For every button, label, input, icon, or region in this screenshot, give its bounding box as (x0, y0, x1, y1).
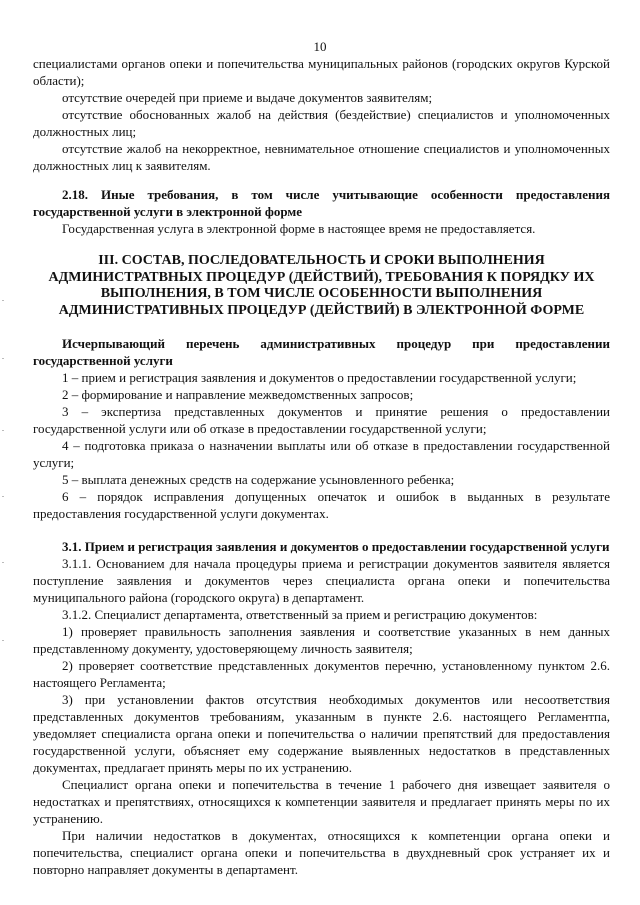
page-number: 10 (313, 39, 327, 54)
paragraph: 3 – экспертиза представленных документов и принятие решения о предоставлении государственной услуги или об отказе в предоставлении государственной услуги; (33, 404, 610, 436)
paragraph: 3.1.2. Специалист департамента, ответственный за прием и регистрацию документов: (62, 607, 538, 622)
section-heading: Исчерпывающий перечень административных процедур при предоставлении государственной услуги (33, 336, 610, 368)
paragraph: отсутствие жалоб на некорректное, невнимательное отношение специалистов и уполномоченных должностных лиц к заявителям. (33, 141, 610, 173)
paragraph: специалистами органов опеки и попечительства муниципальных районов (городских округов Курской области); (33, 56, 610, 88)
paragraph: 4 – подготовка приказа о назначении выплаты или об отказе в предоставлении государственной услуги; (33, 438, 610, 470)
section-heading: 2.18. Иные требования, в том числе учитывающие особенности предоставления государственной услуги в электронной форме (33, 187, 610, 219)
paragraph: 1 – прием и регистрация заявления и документов о предоставлении государственной услуги; (62, 370, 577, 385)
chapter-heading: III. СОСТАВ, ПОСЛЕДОВАТЕЛЬНОСТЬ И СРОКИ ВЫПОЛНЕНИЯ АДМИНИСТРАТВНЫХ ПРОЦЕДУР (ДЕЙСТВИЙ), ТРЕБОВАНИЯ К ПОРЯДКУ ИХ ВЫПОЛНЕНИЯ, В ТОМ ЧИСЛЕ ОСОБЕННОСТИ ВЫПОЛНЕНИЯ АДМИНИСТРАТИВНЫХ ПРОЦЕДУР (ДЕЙСТВИЙ) В ЭЛЕКТРОННОЙ ФОРМЕ (48, 253, 595, 318)
paragraph-spacer (33, 174, 610, 186)
paragraph: 2) проверяет соответствие представленных документов перечню, установленному пунктом 2.6. настоящего Регламента; (33, 658, 610, 690)
paragraph: 3) при установлении фактов отсутствия необходимых документов или несоответствия представленных документов требованиям, указанным в пункте 2.6. настоящего Регламентпа, уведомляет специалиста органа опеки и попечительства о наличии препятствий для предоставления государственной услуги, объясняет ему содержание выявленных недостатков в представленных документах, предлагает принять меры по их устранению. (33, 692, 610, 775)
paragraph: 3.1.1. Основанием для начала процедуры приема и регистрации документов заявителя является поступление заявления и документов через специалиста органа опеки и попечительства муниципального района (городского округа) в департамент. (33, 556, 610, 605)
paragraph: 2 – формирование и направление межведомственных запросов; (62, 387, 414, 402)
document-body (33, 55, 610, 878)
scan-mark (2, 430, 4, 431)
paragraph: отсутствие обоснованных жалоб на действия (бездействие) специалистов и уполномоченных должностных лиц; (33, 107, 610, 139)
paragraph: отсутствие очередей при приеме и выдаче документов заявителям; (62, 90, 433, 105)
paragraph: Специалист органа опеки и попечительства в течение 1 рабочего дня извещает заявителя о недостатках и препятствиях, относящихся к компетенции заявителя и предлагает принять меры по их устранению. (33, 777, 610, 826)
scan-mark (2, 300, 4, 301)
scan-edge-marks (2, 300, 4, 660)
scan-mark (2, 562, 4, 563)
paragraph-spacer (33, 522, 610, 538)
section-heading: 3.1. Прием и регистрация заявления и документов о предоставлении государственной услуги (62, 539, 610, 554)
scan-mark (2, 640, 4, 641)
paragraph: 6 – порядок исправления допущенных опечаток и ошибок в выданных в результате предоставления государственной услуги документах. (33, 489, 610, 521)
paragraph: Государственная услуга в электронной форме в настоящее время не предоставляется. (62, 221, 536, 236)
paragraph: 1) проверяет правильность заполнения заявления и соответствие указанных в нем данных представленному документу, удостоверяющему личность заявителя; (33, 624, 610, 656)
paragraph: При наличии недостатков в документах, относящихся к компетенции органа опеки и попечительства, специалист органа опеки и попечительства в двухдневный срок устраняет их и повторно направляет документы в департамент. (33, 828, 610, 877)
paragraph-spacer (33, 319, 610, 335)
scan-mark (2, 496, 4, 497)
scan-mark (2, 358, 4, 359)
paragraph-spacer (33, 237, 610, 253)
paragraph: 5 – выплата денежных средств на содержание усыновленного ребенка; (62, 472, 455, 487)
